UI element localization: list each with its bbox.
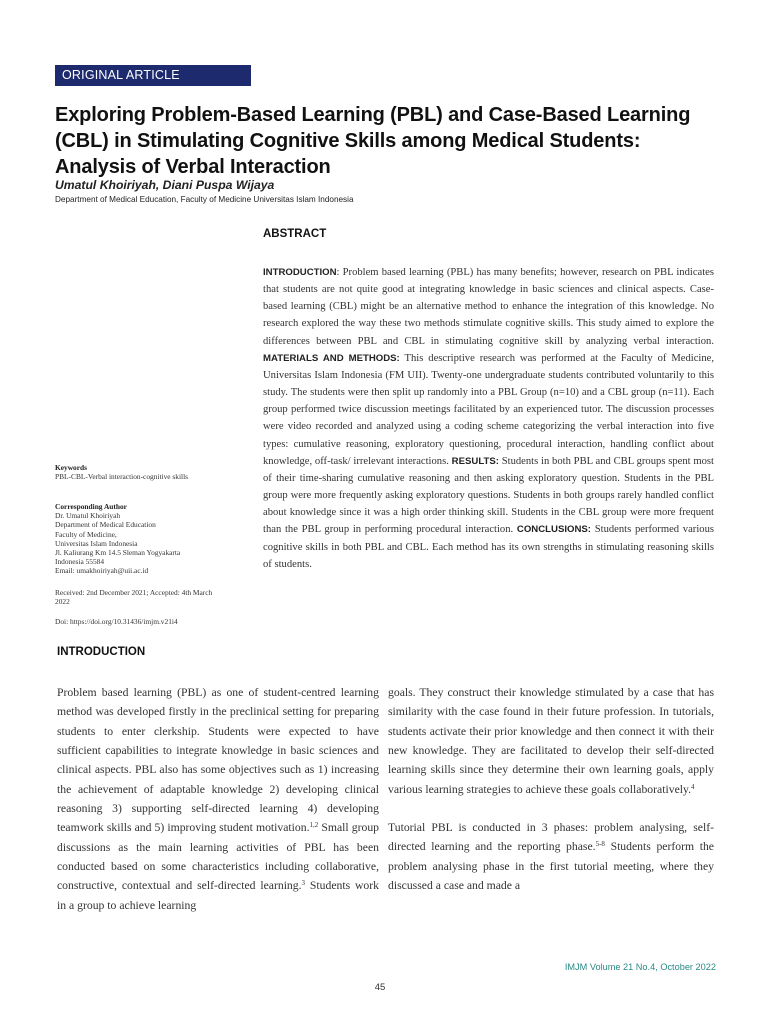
doi-link[interactable]: Doi: https://doi.org/10.31436/imjm.v21i4 [55,617,178,626]
keywords-text: PBL-CBL-Verbal interaction-cognitive skills [55,472,189,482]
journal-footer: IMJM Volume 21 No.4, October 2022 [564,962,716,972]
author-line: Universitas Islam Indonesia [55,538,138,548]
article-title: Exploring Problem-Based Learning (PBL) and Case-Based Learning (CBL) in Stimulating Cognitive Skills among Medical Students: Analysis of Verbal Interaction [55,104,691,178]
affiliation: Department of Medical Education, Faculty of Medicine Universitas Islam Indonesia [55,195,354,204]
page-number: 45 [374,982,386,993]
citation-ref[interactable]: 1,2 [309,821,319,830]
intro-right-column [388,683,714,895]
author-line: Jl. Kaliurang Km 14.5 Sleman Yogyakarta [55,548,181,558]
abstract-intro-label: INTRODUCTION [263,267,337,278]
authors: Umatul Khoiriyah, Diani Puspa Wijaya [55,178,275,192]
corresponding-author-label: Corresponding Author [55,502,127,511]
author-line: Indonesia 55584 [55,557,105,567]
keywords-label: Keywords [55,463,88,472]
author-line: Department of Medical Education [55,520,156,530]
abstract-results-label: RESULTS: [451,455,499,467]
abstract-conclusions-text: Students performed various cognitive skills in both PBL and CBL. Each method has its own strengths in stimulating reasoning skills of students. [263,524,714,570]
author-email[interactable]: Email: umakhoiriyah@uii.ac.id [55,566,149,576]
intro-paragraph: Problem based learning (PBL) as one of student-centred learning method was developed firstly in the preclinical setting for preparing students to enter clerkship. Students were expected to have sufficient capabilities to integrate knowledge in basic sciences and clinical aspects. PBL also has some objectives such as 1) increasing the achievement of adaptable knowledge 2) developing clinical reasoning 3) supporting self-directed learning 4) developing teamwork skills and 5) improving student motivation.$^{1,2}$ Small group discussions as the main learning activities of PBL has been conducted based on some characteristics including collaborative, constructive, contextual and self-directed learning.$^3$ Students work in a group to achieve learning [57,686,380,912]
intro-left-column [57,683,379,915]
abstract-heading: ABSTRACT [263,228,327,240]
intro-paragraph: Tutorial PBL is conducted in 3 phases: problem analysing, self-directed learning and the reporting phase.$^{5-8}$ Students perform the problem analysing phase in the first tutorial meeting, where they discussed a case and made a [388,821,714,893]
intro-paragraph: goals. They construct their knowledge stimulated by a case that has similarity with the case found in their future profession. In tutorials, students activate their prior knowledge and then connect it with their new knowledge. They are facilitated to develop their self-directed learning skills since they determine their own learning goals, apply various learning strategies to achieve these goals collaboratively.$^4$ [388,686,714,796]
corresponding-author-block [55,502,220,576]
received-dates: Received: 2nd December 2021; Accepted: 4th March 2022 [55,588,213,607]
keywords-block [55,463,220,481]
author-line: Dr. Umatul Khoiriyah [55,511,121,521]
abstract-methods-label: MATERIALS AND METHODS: [263,352,400,364]
author-line: Faculty of Medicine, [55,529,117,539]
abstract-intro-text: : Problem based learning (PBL) has many benefits; however, research on PBL indicates that students are not quite good at integrating knowledge in basic sciences and clinical aspects. Case-based learning (CBL) might be an alternative method to enhance the integration of this knowledge. No research explored the way these two methods stimulate cognitive skills. This study aimed to explore the differences between PBL and CBL in stimulating cognitive skill by analyzing verbal interaction. [263,267,714,347]
citation-ref[interactable]: 3 [301,879,306,888]
abstract-body [263,264,714,573]
article-type-badge: ORIGINAL ARTICLE [55,65,251,86]
abstract-results-text: Students in both PBL and CBL groups spent most of their time-sharing cumulative reasoning and then asking exploratory question. Students in the PBL group were more frequently asking exploratory questions. Students in both groups rarely handled conflict about knowledge since it was a high order thinking skill. Students in the CBL group were more frequent than the PBL group in performing procedural interaction. [263,455,714,536]
abstract-methods-text: This descriptive research was performed at the Faculty of Medicine, Universitas Islam Indonesia (FM UII). Twenty-one undergraduate students contributed voluntarily to this study. The students were then split up randomly into a PBL Group (n=10) and a CBL group (n=11). Each group performed twice discussion meetings facilitated by an experienced tutor. The discussion processes were video recorded and analyzed using a coding scheme categorizing the verbal interaction into five types: cumulative reasoning, exploratory questioning, procedural interaction, handling conflict about knowledge, off-task/ irrelevant interactions. [263,352,714,467]
introduction-heading: INTRODUCTION [57,646,146,658]
abstract-conclusions-label: CONCLUSIONS: [516,524,591,536]
citation-ref[interactable]: 5-8 [595,840,605,849]
citation-ref[interactable]: 4 [691,782,695,791]
